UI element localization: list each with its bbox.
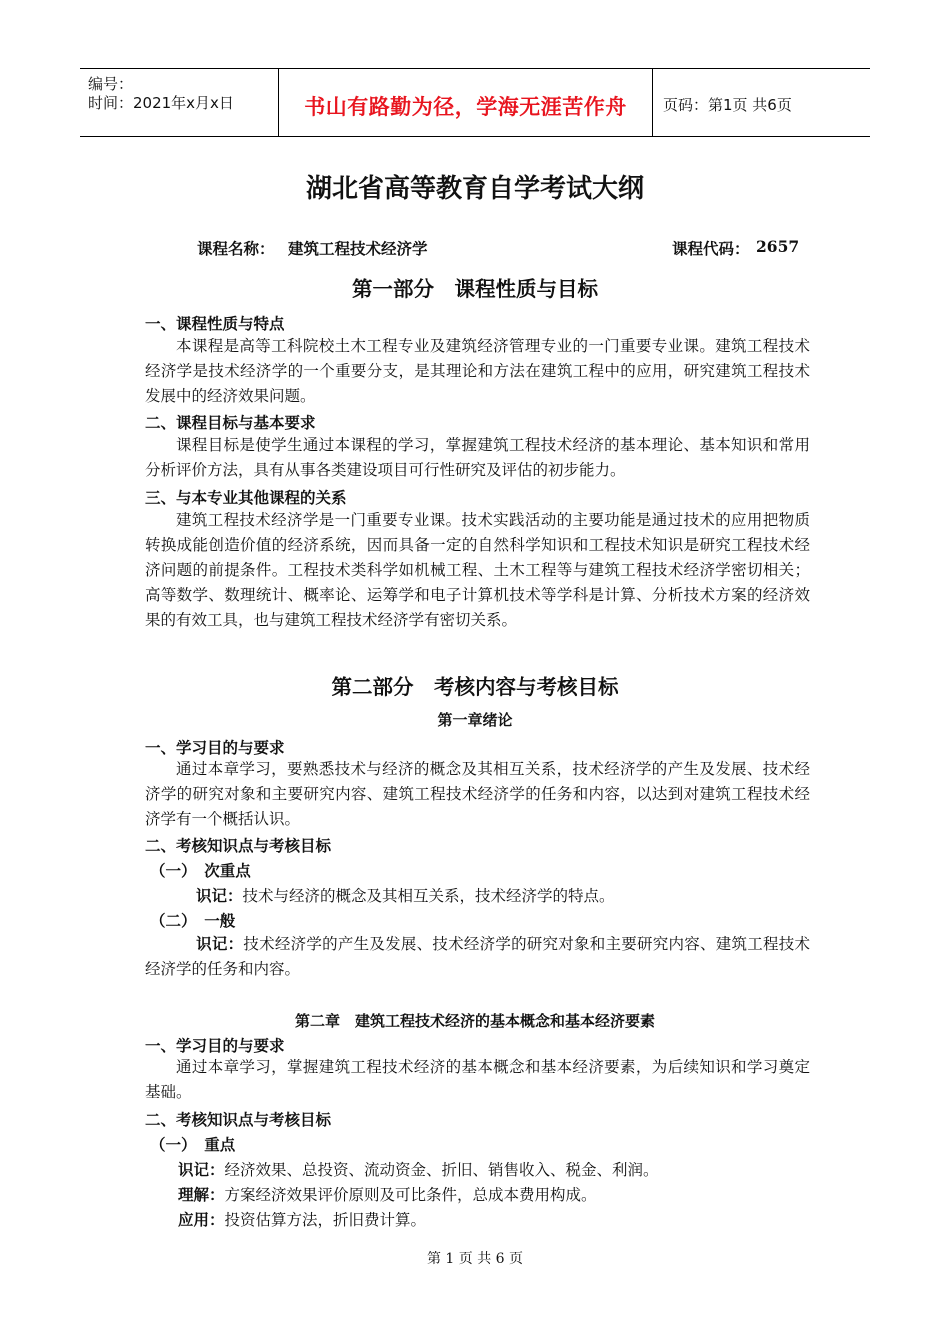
subsection-heading: （二） 一般	[150, 911, 236, 930]
page-info: 页码：第1页 共6页	[663, 96, 792, 114]
document-title: 湖北省高等教育自学考试大纲	[305, 174, 644, 204]
header-middle-cell	[279, 69, 653, 136]
line-text: 方案经济效果评价原则及可比条件，总成本费用构成。	[224, 1186, 597, 1204]
course-name-label: 课程名称：	[197, 239, 275, 258]
part2-title: 第二部分 考核内容与考核目标	[331, 675, 619, 699]
header-left-cell	[80, 69, 279, 136]
part1-title: 第一部分 课程性质与目标	[352, 277, 598, 301]
section-heading: 三、与本专业其他课程的关系	[145, 488, 347, 507]
section-heading: 二、课程目标与基本要求	[145, 413, 316, 432]
paragraph: 课程目标是使学生通过本课程的学习，掌握建筑工程技术经济的基本理论、基本知识和常用分析评价方法，具有从事各类建设项目可行性研究及评估的初步能力。	[145, 436, 810, 479]
knowledge-line	[178, 1183, 597, 1205]
course-name: 建筑工程技术经济学	[288, 239, 428, 258]
paragraph: 通过本章学习，要熟悉技术与经济的概念及其相互关系，技术经济学的产生及发展、技术经济学的研究对象和主要研究内容、建筑工程技术经济学的任务和内容，以达到对建筑工程技术经济学有一个概括认识。	[145, 760, 810, 828]
section-heading: 一、学习目的与要求	[145, 738, 285, 757]
knowledge-line	[178, 1158, 659, 1180]
line-label: 应用：	[178, 1210, 225, 1229]
section-heading: 一、课程性质与特点	[145, 314, 285, 333]
line-text: 技术经济学的产生及发展、技术经济学的研究对象和主要研究内容、建筑工程技术经济学的任务和内容。	[145, 935, 810, 978]
page-footer: 第 1 页 共 6 页	[426, 1251, 524, 1267]
paragraph: 通过本章学习，掌握建筑工程技术经济的基本概念和基本经济要素，为后续知识和学习奠定基础。	[145, 1058, 810, 1101]
subsection-heading: （一） 重点	[150, 1135, 236, 1154]
paragraph: 建筑工程技术经济学是一门重要专业课。技术实践活动的主要功能是通过技术的应用把物质转换成能创造价值的经济系统，因而具备一定的自然科学知识和工程技术知识是研究工程技术经济问题的前提条件。工程技术类科学如机械工程、土木工程等与建筑工程技术经济学密切相关；高等数学、数理统计、概率论、运筹学和电子计算机技术等学科是计算、分析技术方案的经济效果的有效工具，也与建筑工程技术经济学有密切关系。	[145, 511, 810, 629]
paragraph: 本课程是高等工科院校土木工程专业及建筑经济管理专业的一门重要专业课。建筑工程技术经济学是技术经济学的一个重要分支，是其理论和方法在建筑工程中的应用，研究建筑工程技术发展中的经济效果问题。	[145, 337, 810, 405]
course-code: 2657	[756, 237, 800, 256]
line-label: 理解：	[178, 1185, 225, 1204]
chapter2-title: 第二章 建筑工程技术经济的基本概念和基本经济要素	[294, 1012, 655, 1030]
knowledge-paragraph	[145, 931, 810, 982]
knowledge-line	[178, 1208, 426, 1230]
motto-text: 书山有路勤为径，学海无涯苦作舟	[304, 95, 627, 119]
course-code-label: 课程代码：	[672, 239, 750, 258]
header-right-cell	[653, 69, 870, 136]
line-label: 识记：	[196, 934, 244, 953]
line-label: 识记：	[178, 1160, 225, 1179]
chapter1-title: 第一章绪论	[437, 711, 513, 729]
time-label: 时间：2021年x月x日	[88, 94, 234, 112]
subsection-heading: （一） 次重点	[150, 861, 251, 880]
line-text: 技术与经济的概念及其相互关系，技术经济学的特点。	[242, 887, 615, 905]
section-heading: 二、考核知识点与考核目标	[145, 836, 332, 855]
knowledge-line	[196, 884, 615, 906]
line-label: 识记：	[196, 886, 243, 905]
section-heading: 二、考核知识点与考核目标	[145, 1110, 332, 1129]
header-table	[80, 68, 870, 137]
number-label: 编号：	[88, 75, 134, 93]
line-text: 投资估算方法，折旧费计算。	[224, 1211, 427, 1229]
line-text: 经济效果、总投资、流动资金、折旧、销售收入、税金、利润。	[224, 1161, 659, 1179]
section-heading: 一、学习目的与要求	[145, 1036, 285, 1055]
